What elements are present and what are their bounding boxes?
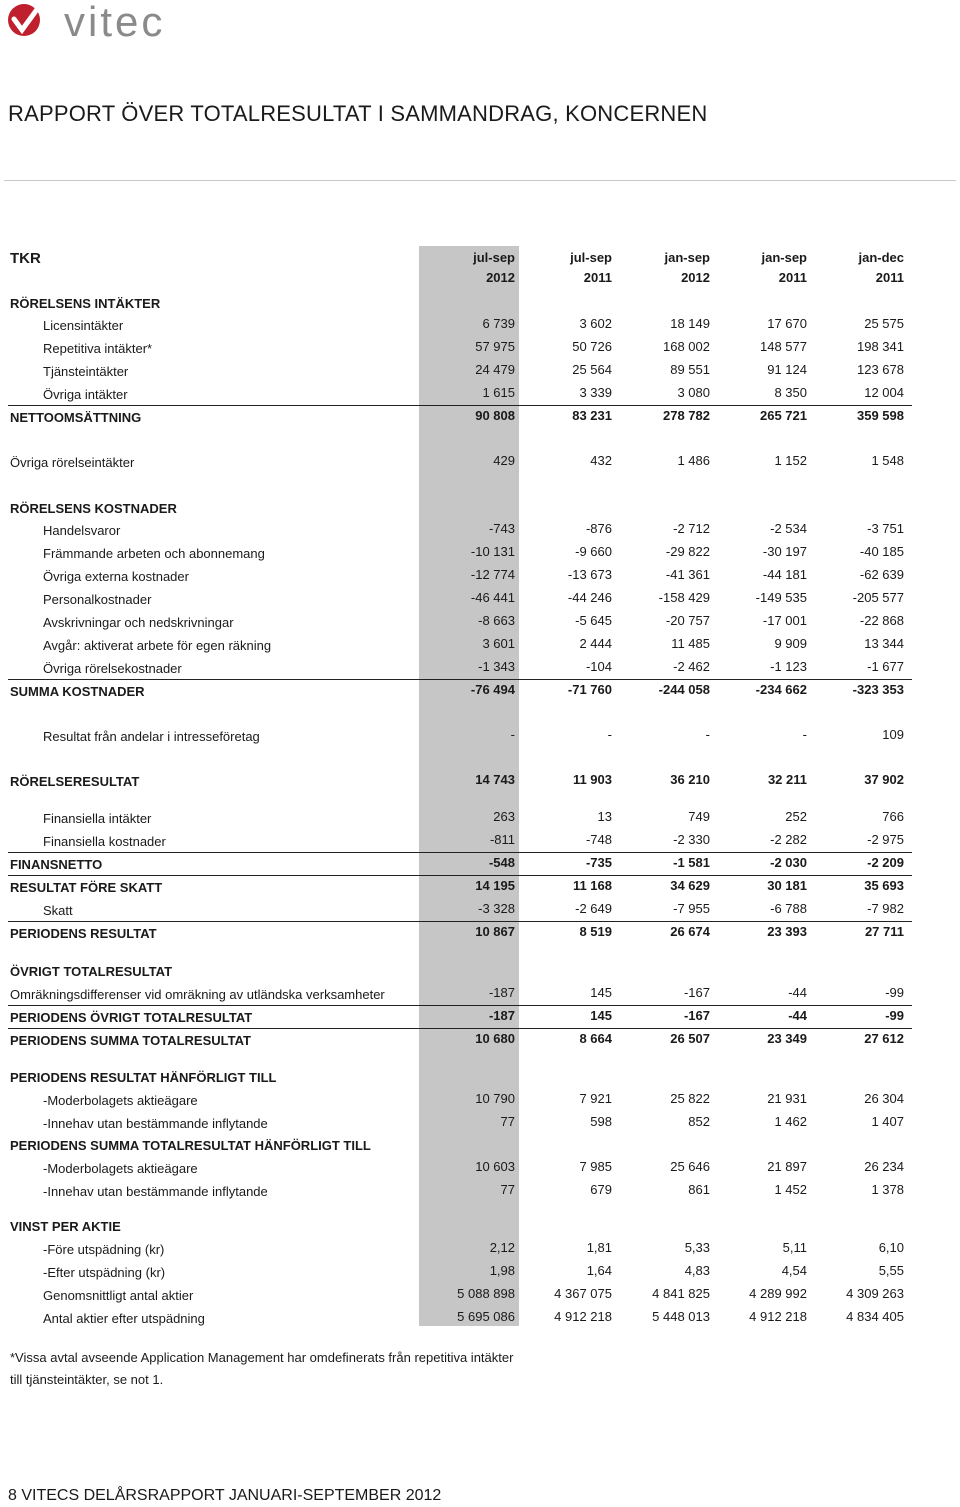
cell-value: -548 xyxy=(488,855,515,870)
table-row xyxy=(0,1066,960,1088)
table-row xyxy=(0,807,960,829)
cell-value: 14 195 xyxy=(475,878,515,893)
row-label: Övriga rörelseintäkter xyxy=(10,455,135,470)
cell-value: 5 695 086 xyxy=(457,1309,515,1324)
cell-value: - xyxy=(705,727,710,742)
brand-name: vitec xyxy=(64,0,166,45)
cell-value: 10 867 xyxy=(475,924,515,939)
cell-value: 25 564 xyxy=(572,362,612,377)
row-label: Avskrivningar och nedskrivningar xyxy=(43,615,234,630)
row-label: -Moderbolagets aktieägare xyxy=(43,1161,198,1176)
table-row xyxy=(8,657,912,680)
row-label: ÖVRIGT TOTALRESULTAT xyxy=(10,964,173,979)
table-row xyxy=(8,899,912,922)
table-row xyxy=(0,1215,960,1237)
column-header-period: jul-sep xyxy=(570,250,612,265)
cell-value: -2 712 xyxy=(673,521,710,536)
cell-value: -41 361 xyxy=(665,567,710,582)
cell-value: 4 841 825 xyxy=(652,1286,710,1301)
cell-value: 1,98 xyxy=(489,1263,515,1278)
cell-value: 766 xyxy=(882,809,904,824)
cell-value: 1 486 xyxy=(677,453,710,468)
cell-value: 18 149 xyxy=(670,316,710,331)
cell-value: -62 639 xyxy=(859,567,904,582)
cell-value: 12 004 xyxy=(864,385,904,400)
cell-value: -30 197 xyxy=(762,544,807,559)
cell-value: 359 598 xyxy=(857,408,904,423)
cell-value: 4 912 218 xyxy=(749,1309,807,1324)
row-label: Avgår: aktiverat arbete för egen räkning xyxy=(43,638,272,653)
cell-value: 5,33 xyxy=(684,1240,710,1255)
cell-value: 8 350 xyxy=(774,385,807,400)
cell-value: 14 743 xyxy=(475,772,515,787)
table-row xyxy=(0,876,960,898)
cell-value: -2 462 xyxy=(673,659,710,674)
cell-value: -2 975 xyxy=(867,832,904,847)
unit-label: TKR xyxy=(10,250,41,267)
table-row xyxy=(0,725,960,747)
cell-value: 4,83 xyxy=(684,1263,710,1278)
cell-value: 4 834 405 xyxy=(846,1309,904,1324)
cell-value: -187 xyxy=(488,1008,515,1023)
page-footer: 8 VITECS DELÅRSRAPPORT JANUARI-SEPTEMBER 2012 xyxy=(8,1487,442,1504)
row-label: -Innehav utan bestämmande inflytande xyxy=(43,1184,268,1199)
cell-value: 26 674 xyxy=(670,924,710,939)
table-row xyxy=(0,960,960,982)
column-header-period: jan-sep xyxy=(761,250,807,265)
cell-value: -149 535 xyxy=(755,590,807,605)
cell-value: 1 407 xyxy=(871,1114,904,1129)
cell-value: -1 123 xyxy=(770,659,807,674)
cell-value: -5 645 xyxy=(575,613,612,628)
table-row xyxy=(0,1089,960,1111)
table-row xyxy=(0,1307,960,1329)
cell-value: -10 131 xyxy=(470,544,515,559)
row-label: NETTOOMSÄTTNING xyxy=(10,410,142,425)
cell-value: 5,55 xyxy=(878,1263,904,1278)
column-header xyxy=(600,248,710,288)
cell-value: 10 790 xyxy=(475,1091,515,1106)
column-header-year: 2011 xyxy=(778,270,807,285)
cell-value: - xyxy=(607,727,612,742)
table-row xyxy=(0,611,960,633)
cell-value: 265 721 xyxy=(760,408,807,423)
footnote-line-2: till tjänsteintäkter, se not 1. xyxy=(10,1372,164,1387)
cell-value: -44 xyxy=(788,1008,807,1023)
cell-value: 25 646 xyxy=(670,1159,710,1174)
cell-value: 26 304 xyxy=(864,1091,904,1106)
cell-value: 252 xyxy=(785,809,807,824)
row-label: RÖRELSERESULTAT xyxy=(10,774,140,789)
cell-value: -2 282 xyxy=(770,832,807,847)
column-header xyxy=(405,248,515,288)
table-row xyxy=(0,1180,960,1202)
cell-value: -1 677 xyxy=(867,659,904,674)
cell-value: 27 612 xyxy=(864,1031,904,1046)
cell-value: 35 693 xyxy=(864,878,904,893)
row-label: Antal aktier efter utspädning xyxy=(43,1311,205,1326)
cell-value: -3 751 xyxy=(867,521,904,536)
cell-value: 30 181 xyxy=(767,878,807,893)
cell-value: -2 534 xyxy=(770,521,807,536)
cell-value: 11 168 xyxy=(572,878,612,893)
cell-value: -743 xyxy=(488,521,515,536)
cell-value: 3 080 xyxy=(677,385,710,400)
cell-value: 90 808 xyxy=(475,408,515,423)
cell-value: 852 xyxy=(688,1114,710,1129)
cell-value: 13 xyxy=(597,809,612,824)
cell-value: 1,64 xyxy=(586,1263,612,1278)
cell-value: -2 030 xyxy=(770,855,807,870)
table-row xyxy=(0,1134,960,1156)
cell-value: -7 955 xyxy=(673,901,710,916)
row-label: Omräkningsdifferenser vid omräkning av utländska verksamheter xyxy=(10,987,385,1002)
table-row xyxy=(8,830,912,853)
row-label: PERIODENS SUMMA TOTALRESULTAT HÄNFÖRLIGT TILL xyxy=(10,1138,371,1153)
table-row xyxy=(0,588,960,610)
cell-value: 1 615 xyxy=(482,385,515,400)
cell-value: 148 577 xyxy=(760,339,807,354)
row-label: Övriga rörelsekostnader xyxy=(43,661,182,676)
column-header-year: 2012 xyxy=(486,270,515,285)
cell-value: 83 231 xyxy=(572,408,612,423)
cell-value: -46 441 xyxy=(470,590,515,605)
cell-value: -876 xyxy=(585,521,612,536)
cell-value: 749 xyxy=(688,809,710,824)
cell-value: 278 782 xyxy=(663,408,710,423)
cell-value: 50 726 xyxy=(572,339,612,354)
table-row xyxy=(0,292,960,314)
cell-value: 21 897 xyxy=(767,1159,807,1174)
cell-value: 23 393 xyxy=(767,924,807,939)
cell-value: 77 xyxy=(500,1182,515,1197)
cell-value: -22 868 xyxy=(859,613,904,628)
cell-value: -44 xyxy=(788,985,807,1000)
table-row xyxy=(0,680,960,702)
table-row xyxy=(8,383,912,406)
cell-value: 198 341 xyxy=(857,339,904,354)
cell-value: 25 575 xyxy=(864,316,904,331)
table-row xyxy=(0,1284,960,1306)
row-label: Skatt xyxy=(43,903,73,918)
cell-value: 32 211 xyxy=(767,772,807,787)
cell-value: 861 xyxy=(688,1182,710,1197)
cell-value: 168 002 xyxy=(663,339,710,354)
cell-value: -9 660 xyxy=(575,544,612,559)
cell-value: 4 912 218 xyxy=(554,1309,612,1324)
table-row xyxy=(0,497,960,519)
table-row xyxy=(0,1261,960,1283)
table-row xyxy=(0,634,960,656)
cell-value: 7 921 xyxy=(579,1091,612,1106)
cell-value: 10 680 xyxy=(475,1031,515,1046)
row-label: Personalkostnader xyxy=(43,592,152,607)
cell-value: 26 234 xyxy=(864,1159,904,1174)
table-row xyxy=(0,360,960,382)
cell-value: 89 551 xyxy=(670,362,710,377)
table-row xyxy=(0,922,960,944)
cell-value: 5 088 898 xyxy=(457,1286,515,1301)
row-label: FINANSNETTO xyxy=(10,857,103,872)
cell-value: 11 485 xyxy=(671,636,710,651)
cell-value: 37 902 xyxy=(864,772,904,787)
table-row xyxy=(0,406,960,428)
cell-value: 2,12 xyxy=(489,1240,515,1255)
cell-value: 1,81 xyxy=(586,1240,612,1255)
row-label: Handelsvaror xyxy=(43,523,121,538)
cell-value: -71 760 xyxy=(567,682,612,697)
cell-value: -323 353 xyxy=(852,682,904,697)
table-row xyxy=(0,314,960,336)
cell-value: -17 001 xyxy=(762,613,807,628)
column-header-period: jan-sep xyxy=(664,250,710,265)
table-row xyxy=(0,770,960,792)
table-row xyxy=(0,1238,960,1260)
cell-value: 679 xyxy=(590,1182,612,1197)
row-label: -Moderbolagets aktieägare xyxy=(43,1093,198,1108)
cell-value: 1 152 xyxy=(774,453,807,468)
cell-value: -167 xyxy=(683,985,710,1000)
cell-value: 432 xyxy=(590,453,612,468)
cell-value: 21 931 xyxy=(767,1091,807,1106)
cell-value: -244 058 xyxy=(658,682,710,697)
cell-value: -20 757 xyxy=(665,613,710,628)
cell-value: 91 124 xyxy=(767,362,807,377)
cell-value: -76 494 xyxy=(470,682,515,697)
cell-value: -158 429 xyxy=(658,590,710,605)
cell-value: 27 711 xyxy=(864,924,904,939)
cell-value: -29 822 xyxy=(665,544,710,559)
cell-value: 4,54 xyxy=(781,1263,807,1278)
table-row xyxy=(0,519,960,541)
row-label: PERIODENS RESULTAT HÄNFÖRLIGT TILL xyxy=(10,1070,277,1085)
cell-value: -748 xyxy=(585,832,612,847)
column-header-year: 2011 xyxy=(875,270,904,285)
row-label: Licensintäkter xyxy=(43,318,124,333)
cell-value: 57 975 xyxy=(475,339,515,354)
row-label: -Före utspädning (kr) xyxy=(43,1242,165,1257)
row-label: Övriga externa kostnader xyxy=(43,569,189,584)
cell-value: 1 452 xyxy=(774,1182,807,1197)
table-row xyxy=(0,337,960,359)
row-label: Finansiella kostnader xyxy=(43,834,166,849)
table-row xyxy=(8,853,912,876)
cell-value: -167 xyxy=(683,1008,710,1023)
cell-value: -234 662 xyxy=(755,682,807,697)
row-label: Repetitiva intäkter* xyxy=(43,341,153,356)
cell-value: -811 xyxy=(489,832,515,847)
row-label: PERIODENS ÖVRIGT TOTALRESULTAT xyxy=(10,1010,253,1025)
cell-value: -735 xyxy=(585,855,612,870)
table-row xyxy=(0,542,960,564)
cell-value: -187 xyxy=(488,985,515,1000)
column-header-year: 2012 xyxy=(681,270,710,285)
cell-value: 598 xyxy=(590,1114,612,1129)
cell-value: -1 343 xyxy=(478,659,515,674)
cell-value: - xyxy=(510,727,515,742)
cell-value: 5 448 013 xyxy=(652,1309,710,1324)
cell-value: -3 328 xyxy=(478,901,515,916)
row-label: Tjänsteintäkter xyxy=(43,364,129,379)
row-label: RÖRELSENS KOSTNADER xyxy=(10,501,177,516)
cell-value: -104 xyxy=(585,659,612,674)
cell-value: 11 903 xyxy=(572,772,612,787)
cell-value: 4 289 992 xyxy=(749,1286,807,1301)
column-header xyxy=(697,248,807,288)
cell-value: 36 210 xyxy=(670,772,710,787)
cell-value: 4 367 075 xyxy=(554,1286,612,1301)
cell-value: 6,10 xyxy=(878,1240,904,1255)
row-label: RESULTAT FÖRE SKATT xyxy=(10,880,163,895)
cell-value: 8 664 xyxy=(579,1031,612,1046)
cell-value: 8 519 xyxy=(579,924,612,939)
cell-value: 1 548 xyxy=(871,453,904,468)
cell-value: -205 577 xyxy=(852,590,904,605)
column-header xyxy=(502,248,612,288)
cell-value: -7 982 xyxy=(867,901,904,916)
cell-value: -8 663 xyxy=(478,613,515,628)
cell-value: 1 378 xyxy=(871,1182,904,1197)
cell-value: 24 479 xyxy=(475,362,515,377)
cell-value: -99 xyxy=(885,985,904,1000)
cell-value: -1 581 xyxy=(673,855,710,870)
column-header-year: 2011 xyxy=(583,270,612,285)
vitec-logo xyxy=(4,0,244,45)
cell-value: 5,11 xyxy=(782,1240,807,1255)
cell-value: 109 xyxy=(882,727,904,742)
table-row xyxy=(0,451,960,473)
cell-value: 2 444 xyxy=(579,636,612,651)
table-row xyxy=(0,1112,960,1134)
row-label: PERIODENS RESULTAT xyxy=(10,926,157,941)
cell-value: 13 344 xyxy=(864,636,904,651)
row-label: RÖRELSENS INTÄKTER xyxy=(10,296,161,311)
cell-value: 4 309 263 xyxy=(846,1286,904,1301)
cell-value: 3 339 xyxy=(579,385,612,400)
cell-value: 145 xyxy=(590,985,612,1000)
cell-value: 9 909 xyxy=(774,636,807,651)
cell-value: 26 507 xyxy=(670,1031,710,1046)
row-label: Finansiella intäkter xyxy=(43,811,152,826)
vitec-logo-mark-icon xyxy=(4,2,56,38)
row-label: -Efter utspädning (kr) xyxy=(43,1265,166,1280)
cell-value: -2 330 xyxy=(673,832,710,847)
cell-value: -13 673 xyxy=(567,567,612,582)
cell-value: 123 678 xyxy=(857,362,904,377)
footnote-line-1: *Vissa avtal avseende Application Management har omdefinerats från repetitiva intäkter xyxy=(10,1350,514,1365)
cell-value: -44 181 xyxy=(762,567,807,582)
cell-value: 429 xyxy=(493,453,515,468)
cell-value: - xyxy=(802,727,807,742)
column-header-period: jul-sep xyxy=(473,250,515,265)
cell-value: 23 349 xyxy=(767,1031,807,1046)
cell-value: -44 246 xyxy=(567,590,612,605)
row-label: Övriga intäkter xyxy=(43,387,128,402)
cell-value: 1 462 xyxy=(774,1114,807,1129)
table-row xyxy=(8,1006,912,1029)
cell-value: -40 185 xyxy=(859,544,904,559)
cell-value: 77 xyxy=(500,1114,515,1129)
cell-value: 6 739 xyxy=(482,316,515,331)
row-label: Främmande arbeten och abonnemang xyxy=(43,546,265,561)
row-label: SUMMA KOSTNADER xyxy=(10,684,145,699)
row-label: Resultat från andelar i intresseföretag xyxy=(43,729,260,744)
cell-value: -99 xyxy=(885,1008,904,1023)
cell-value: 10 603 xyxy=(475,1159,515,1174)
column-header-period: jan-dec xyxy=(858,250,904,265)
cell-value: 25 822 xyxy=(670,1091,710,1106)
table-row xyxy=(8,983,912,1006)
cell-value: -2 209 xyxy=(867,855,904,870)
cell-value: 3 602 xyxy=(579,316,612,331)
cell-value: 3 601 xyxy=(482,636,515,651)
title-divider xyxy=(4,180,956,181)
column-header xyxy=(794,248,904,288)
cell-value: -6 788 xyxy=(770,901,807,916)
row-label: PERIODENS SUMMA TOTALRESULTAT xyxy=(10,1033,251,1048)
table-row xyxy=(0,1029,960,1051)
table-row xyxy=(0,565,960,587)
row-label: -Innehav utan bestämmande inflytande xyxy=(43,1116,268,1131)
cell-value: 17 670 xyxy=(767,316,807,331)
cell-value: -12 774 xyxy=(470,567,515,582)
cell-value: -2 649 xyxy=(575,901,612,916)
row-label: Genomsnittligt antal aktier xyxy=(43,1288,194,1303)
cell-value: 7 985 xyxy=(579,1159,612,1174)
cell-value: 34 629 xyxy=(670,878,710,893)
table-row xyxy=(0,1157,960,1179)
cell-value: 263 xyxy=(493,809,515,824)
row-label: VINST PER AKTIE xyxy=(10,1219,121,1234)
page-title: RAPPORT ÖVER TOTALRESULTAT I SAMMANDRAG, KONCERNEN xyxy=(8,101,708,126)
cell-value: 145 xyxy=(590,1008,612,1023)
